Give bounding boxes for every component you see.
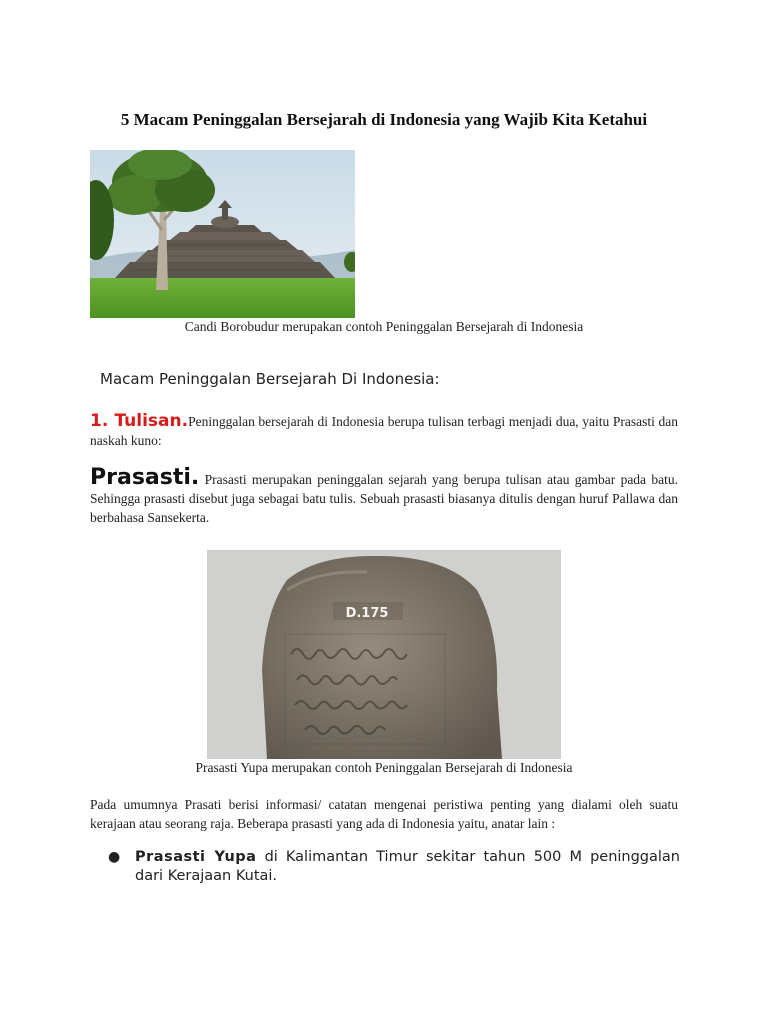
list-item-text: di Kalimantan Timur sekitar tahun 500 M peninggalan dari Kerajaan Kutai. — [135, 849, 681, 884]
umum-paragraph: Pada umumnya Prasati berisi informasi/ catatan mengenai peristiwa penting yang dialami oleh suatu kerajaan atau seorang raja. Beberapa prasasti yang ada di Indonesia yaitu, anatar lain : — [90, 797, 678, 831]
figure1-caption: Candi Borobudur merupakan contoh Peninggalan Bersejarah di Indonesia — [184, 319, 584, 334]
prasasti-stone-illustration — [207, 550, 561, 759]
borobudur-photo — [90, 150, 355, 318]
stone-shape — [262, 556, 502, 759]
prasasti-text: Prasasti merupakan peninggalan sejarah yang berupa tulisan atau gambar pada batu. Sehingga prasasti disebut juga sebagai batu tulis. Sebuah prasasti biasanya ditulis dengan huruf Pallawa dan berbahasa Sansekerta. — [90, 472, 678, 525]
figure2-caption: Prasasti Yupa merupakan contoh Peninggalan Bersejarah di Indonesia — [195, 760, 573, 775]
tulisan-text: Peninggalan bersejarah di Indonesia berupa tulisan terbagi menjadi dua, yaitu Prasasti dan naskah kuno: — [90, 414, 678, 448]
prasasti-paragraph — [90, 465, 678, 527]
stone-label: D.175 — [345, 606, 389, 621]
list-item — [108, 848, 680, 886]
tulisan-heading: 1. Tulisan. — [90, 411, 189, 431]
bullet-icon: ● — [108, 849, 121, 865]
section-heading: Macam Peninggalan Bersejarah Di Indonesia: — [100, 370, 440, 388]
prasasti-heading: Prasasti. — [90, 465, 200, 490]
tulisan-paragraph — [90, 412, 678, 450]
list-item-strong: Prasasti Yupa — [135, 849, 257, 865]
document-title: 5 Macam Peninggalan Bersejarah di Indonesia yang Wajib Kita Ketahui — [120, 110, 648, 129]
borobudur-illustration — [90, 150, 355, 318]
prasasti-yupa-photo — [207, 550, 561, 759]
prasasti-list — [108, 848, 680, 886]
